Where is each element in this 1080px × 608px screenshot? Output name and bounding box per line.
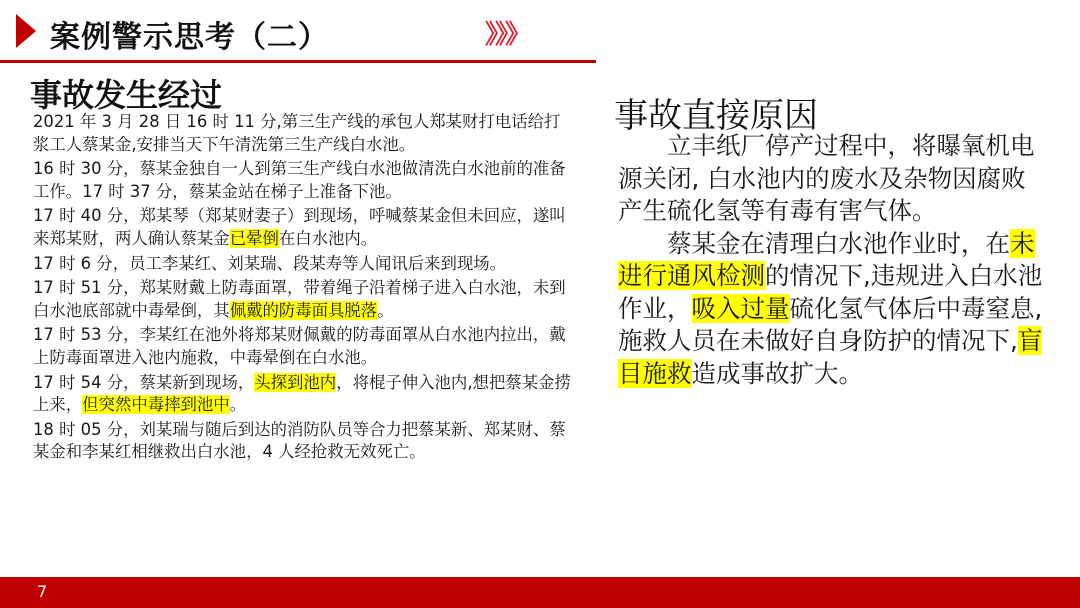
text-run: 的情况下,违规进入白水池作业，	[618, 261, 1043, 323]
highlighted-text: 但突然中毒摔到池中	[82, 395, 230, 415]
paragraph	[33, 419, 573, 464]
text-run: 16 时 30 分，蔡某金独自一人到第三生产线白水池做清洗白水池前的准备工作。17 时 37 分，蔡某金站在梯子上准备下池。	[33, 159, 566, 201]
paragraph	[33, 277, 573, 322]
paragraph	[33, 372, 573, 417]
paragraph	[33, 324, 573, 369]
right-section-body	[618, 130, 1048, 390]
text-run: 17 时 51 分，郑某财戴上防毒面罩，带着绳子沿着梯子进入白水池，未到白水池底部就中毒晕倒，其	[33, 278, 566, 320]
header-rule	[0, 60, 596, 63]
text-run: 。	[229, 395, 247, 415]
paragraph	[33, 158, 573, 203]
text-run: 立丰纸厂停产过程中，将曝氧机电源关闭, 白水池内的废水及杂物因腐败产生硫化氢等有毒有害气体。	[618, 131, 1035, 225]
text-run: 17 时 40 分，郑某琴（郑某财妻子）到现场，呼喊蔡某金但未回应，遂叫来郑某财，两人确认蔡某金	[33, 206, 566, 248]
footer-bar	[0, 577, 1080, 608]
left-section-body	[33, 111, 573, 466]
page-number: 7	[37, 582, 48, 601]
text-run: 18 时 05 分，刘某瑞与随后到达的消防队员等合力把蔡某新、郑某财、蔡某金和李某红相继救出白水池，4 人经抢救无效死亡。	[33, 419, 566, 462]
text-run: 硫化氢气体后中毒窒息,施救人员在未做好自身防护的情况下,	[618, 293, 1043, 355]
text-run: 17 时 53 分，李某红在池外将郑某财佩戴的防毒面罩从白水池内拉出，戴上防毒面罩进入池内施救，中毒晕倒在白水池。	[33, 325, 566, 367]
text-run: 。	[377, 300, 394, 320]
paragraph	[33, 111, 573, 156]
highlighted-text: 头探到池内	[254, 372, 337, 392]
highlighted-text: 盲目施救	[618, 326, 1043, 388]
highlighted-text: 未进行通风检测	[618, 228, 1035, 290]
paragraph	[618, 228, 1048, 391]
text-run: 造成事故扩大。	[691, 358, 863, 388]
right-section-title: 事故直接原因	[614, 96, 818, 136]
text-run: 17 时 54 分，蔡某新到现场，	[33, 372, 255, 392]
chevrons-decoration: 》》》	[485, 20, 529, 50]
paragraph	[33, 253, 573, 276]
text-run: 蔡某金在清理白水池作业时，在	[618, 228, 1010, 258]
paragraph	[33, 205, 573, 250]
left-section-title: 事故发生经过	[30, 76, 223, 114]
text-run: 17 时 6 分，员工李某红、刘某瑞、段某寿等人闻讯后来到现场。	[33, 253, 507, 273]
slide-title: 案例警示思考（二）	[50, 20, 329, 55]
highlighted-text: 吸入过量	[691, 293, 790, 323]
highlighted-text: 佩戴的防毒面具脱落	[229, 300, 378, 320]
header-triangle-icon	[16, 14, 36, 48]
text-run: 2021 年 3 月 28 日 16 时 11 分,第三生产线的承包人郑某财打电话给打浆工人蔡某金,安排当天下午清洗第三生产线白水池。	[33, 112, 561, 154]
text-run: ，将棍子伸入池内,想把蔡某金捞上来，	[33, 372, 571, 415]
text-run: 在白水池内。	[278, 228, 378, 248]
highlighted-text: 已晕倒	[229, 228, 279, 248]
paragraph	[618, 130, 1048, 228]
